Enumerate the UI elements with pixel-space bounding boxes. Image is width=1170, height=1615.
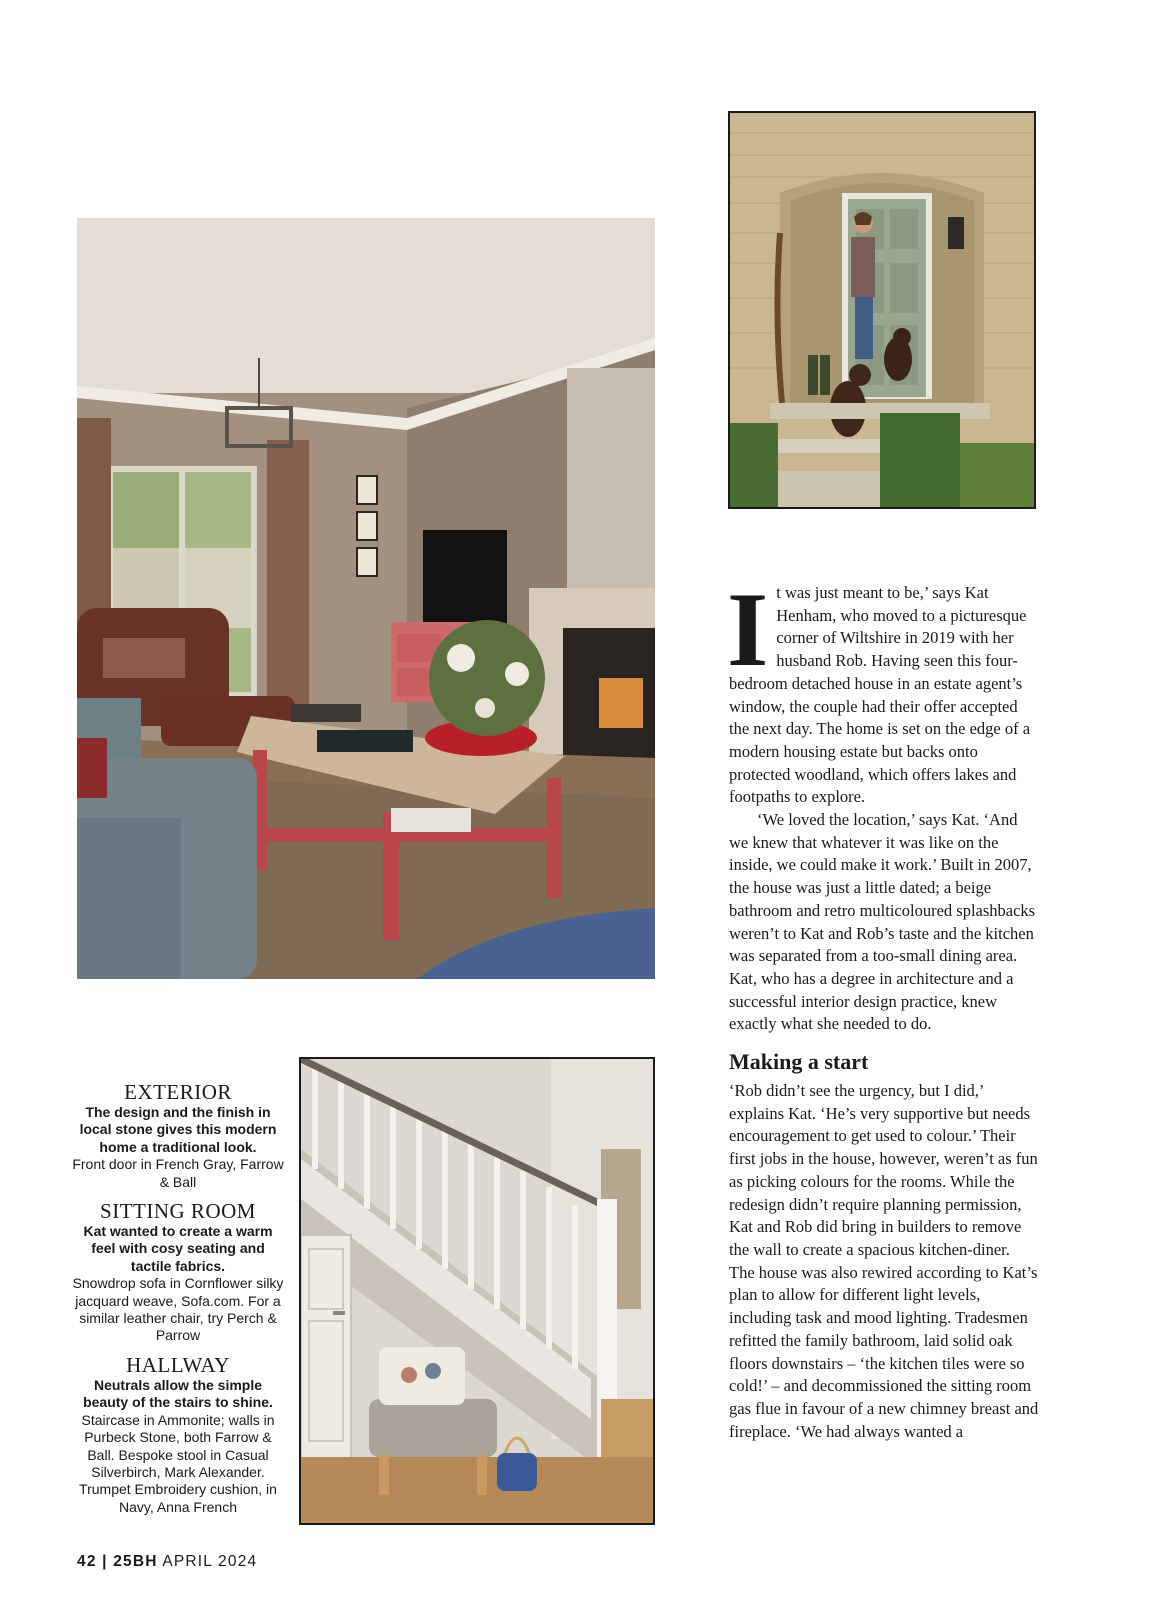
caption-hallway	[70, 1353, 286, 1516]
hallway-photo	[299, 1057, 655, 1525]
caption-title: HALLWAY	[126, 1352, 230, 1377]
paragraph: ‘Rob didn’t see the urgency, but I did,’ explains Kat. ‘He’s very supportive but needs encouragement to get used to colour.’ Their first jobs in the house, however, weren’t as fun as picking colours for the rooms. While the redesign didn’t require planning permission, Kat and Rob did bring in builders to remove the wall to create a spacious kitchen-diner. The house was also rewired according to Kat’s plan to allow for different light levels, including task and mood lighting. Tradesmen refitted the family bathroom, laid solid oak floors downstairs – ‘the kitchen tiles were so cold!’ – and decommissioned the sitting room gas flue in favour of a new chimney breast and fireplace. ‘We had always wanted a	[729, 1081, 1039, 1441]
magazine-name: 25BH	[113, 1553, 158, 1570]
caption-credit: Front door in French Gray, Farrow & Ball	[72, 1156, 284, 1190]
caption-credit: Snowdrop sofa in Cornflower silky jacquard weave, Sofa.com. For a similar leather chair, try Perch & Parrow	[72, 1275, 284, 1344]
caption-exterior	[70, 1080, 286, 1191]
caption-lead: The design and the finish in local stone gives this modern home a traditional look.	[79, 1104, 277, 1155]
sitting-room-photo	[77, 218, 655, 979]
photo-captions	[70, 1080, 286, 1524]
footer-separator: |	[102, 1553, 108, 1570]
caption-sitting-room	[70, 1199, 286, 1345]
paragraph: ‘We loved the location,’ says Kat. ‘And we knew that whatever it was like on the inside, we could make it work.’ Built in 2007, the house was just a little dated; a beige bathroom and retro multicoloured splashbacks weren’t to Kat and Rob’s taste and the kitchen was separated from a too-small dining area. Kat, who has a degree in architecture and a successful interior design practice, knew exactly what she needed to do.	[729, 810, 1036, 1034]
caption-title: EXTERIOR	[124, 1080, 232, 1104]
article-body	[727, 571, 1039, 1443]
caption-lead: Neutrals allow the simple beauty of the stairs to shine.	[83, 1376, 273, 1411]
caption-credit: Staircase in Ammonite; walls in Purbeck Stone, both Farrow & Ball. Bespoke stool in Casual Silverbirch, Mark Alexander. Trumpet Embroidery cushion, in Navy, Anna French	[79, 1411, 277, 1515]
caption-lead: Kat wanted to create a warm feel with cosy seating and tactile fabrics.	[83, 1223, 273, 1274]
exterior-photo	[728, 111, 1036, 509]
caption-title: SITTING ROOM	[100, 1199, 256, 1224]
paragraph-intro	[727, 571, 1039, 809]
page-number: 42	[77, 1553, 97, 1570]
section-heading: Making a start	[729, 1049, 869, 1075]
paragraph-text: t was just meant to be,’ says Kat Henham, who moved to a picturesque corner of Wiltshire in 2019 with her husband Rob. Having seen this four-bedroom detached house in an estate agent’s window, the couple had their offer accepted the next day. The home is set on the edge of a modern housing estate but backs onto protected woodland, which offers lakes and footpaths to explore.	[729, 583, 1031, 807]
page-footer	[77, 1553, 257, 1571]
issue-date: APRIL 2024	[162, 1553, 258, 1570]
drop-cap: I	[727, 571, 769, 688]
